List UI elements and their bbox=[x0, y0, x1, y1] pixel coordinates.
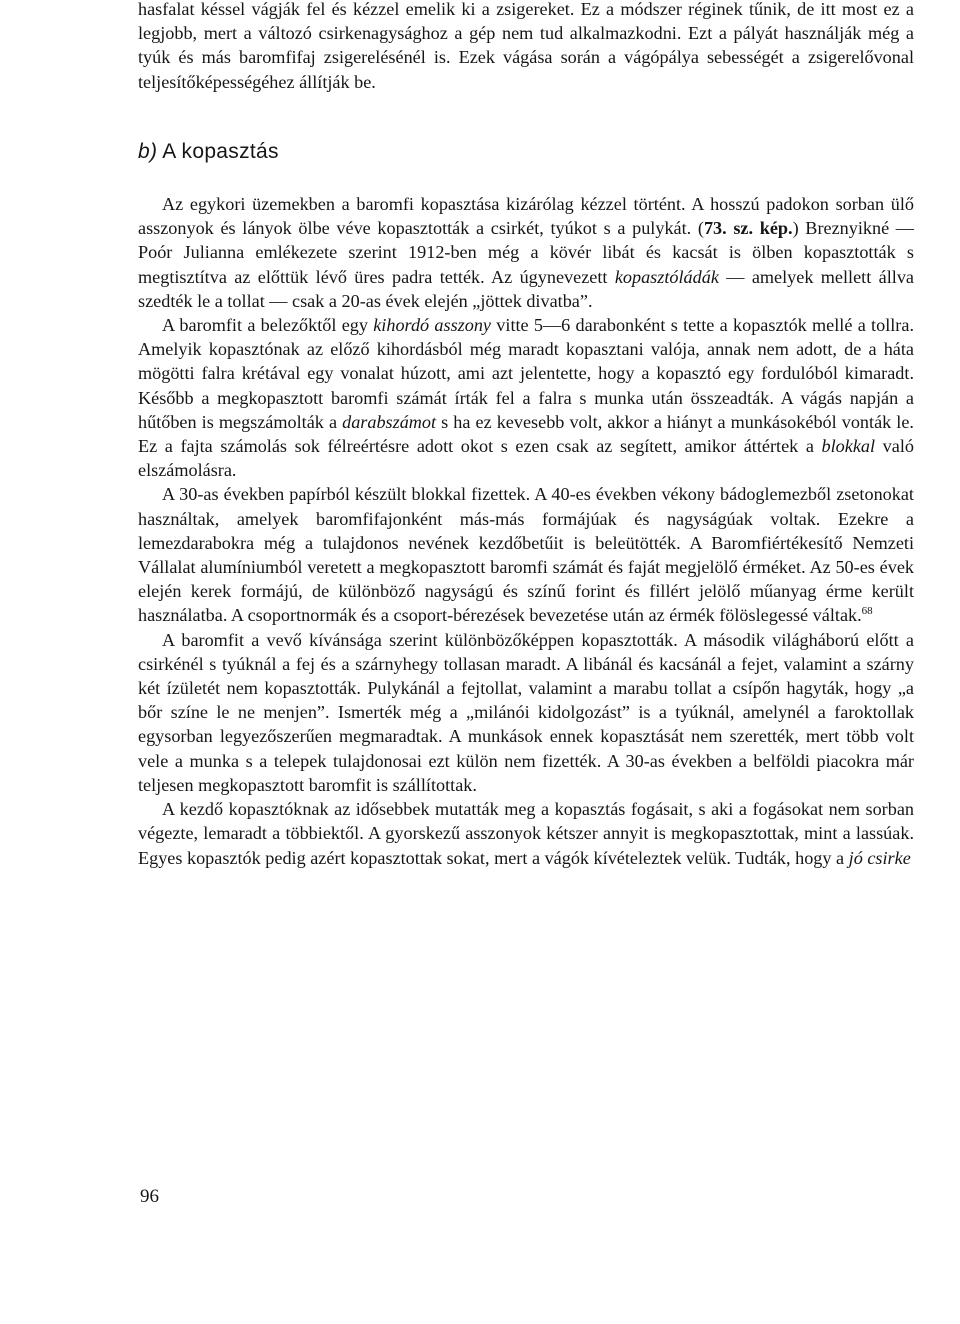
term-darabszamot: darabszámot bbox=[342, 411, 437, 432]
section-title: A kopasztás bbox=[162, 139, 279, 163]
paragraph-1: Az egykori üzemekben a baromfi kopasztása kizárólag kézzel történt. A hosszú padokon sorban ülő asszonyok és lányok ölbe véve kopasztották a csirkét, tyúkot s a pulykát. (73. sz. kép.) Breznyikné — Poór Julianna emlékezete szerint 1912-ben még a kövér libát és kacsát is ölben kopasztották s megtisztítva az előttük lévő üres padra tették. Az úgynevezett kopasztóládák — amelyek mellett állva szedték le a tollat — csak a 20-as évek elején „jöttek divatba”. bbox=[138, 194, 914, 311]
section-heading bbox=[138, 140, 914, 164]
paragraph-2: A baromfit a belezőktől egy kihordó asszony vitte 5—6 darabonként s tette a kopasztók mellé a tollra. Amelyik kopasztónak az előző kihordásból még maradt kopasztani valója, annak nem adott, de a háta mögötti falra krétával egy vonalat húzott, ami azt jelentette, hogy a kopasztó egy fordulóból kimaradt. Később a megkopasztott baromfi számát írták fel a falra s munka után összeadták. A vágás napján a hűtőben is megszámolták a darabszámot s ha ez kevesebb volt, akkor a hiányt a munkásokéból vonták le. Ez a fajta számolás sok félreértésre adott okot s ezen csak az segített, amikor áttértek a blokkal való elszámolásra. bbox=[138, 315, 914, 481]
term-jo-csirke: jó csirke bbox=[848, 847, 911, 868]
page-text bbox=[138, 0, 914, 870]
footnote-ref: 68 bbox=[861, 605, 873, 618]
image-reference: 73. sz. kép. bbox=[703, 218, 793, 239]
page-number: 96 bbox=[140, 1186, 159, 1207]
paragraph-5: A kezdő kopasztóknak az idősebbek mutatták meg a kopasztás fogásait, s aki a fogásokat nem sorban végezte, lemaradt a többiektől. A gyorskezű asszonyok kétszer annyit is megkopasztottak, mint a lassúak. Egyes kopasztók pedig azért kopasztottak sokat, mert a vágók kívételeztek velük. Tudták, hogy a jó csirke bbox=[138, 799, 914, 868]
intro-paragraph: hasfalat késsel vágják fel és kézzel emelik ki a zsigereket. Ez a módszer réginek tűnik, de itt most ez a legjobb, mert a változó csirkenagysághoz a gép nem tud alkalmazkodni. Ezt a pályát használják még a tyúk és más baromfifaj zsigerelésénél is. Ezek vágása során a vágópálya sebességét a zsigerelővonal teljesítőképességéhez állítják be. bbox=[138, 0, 914, 92]
term-kihordo-asszony: kihordó asszony bbox=[373, 315, 492, 336]
paragraph-3: A 30-as években papírból készült blokkal fizettek. A 40-es években vékony bádoglemezből zsetonokat használtak, amelyek baromfifajonként más-más formájúak és nagyságúak voltak. Ezekre a lemezdarabokra még a tulajdonos nevének kezdőbetűit is beleütötték. A Baromfiértékesítő Nemzeti Vállalat alumíniumból veretett a megkopasztott baromfi számát és faját megjelölő érméket. Az 50-es évek elején kerek formájú, de különböző nagyságú és színű forint és fillért jelölő műanyag érme került használatba. A csoportnormák és a csoport-bérezések bevezetése után az érmék fölöslegessé váltak.$^{68}$ bbox=[138, 484, 914, 626]
term-blokkal: blokkal bbox=[821, 436, 876, 457]
term-kopasztoladak: kopasztóládák bbox=[614, 266, 719, 287]
paragraph-4: A baromfit a vevő kívánsága szerint különbözőképpen kopasztották. A második világháború előtt a csirkénél s tyúknál a fej és a szárnyhegy tollasan maradt. A libánál és kacsánál a fejet, valamint a szárny két ízületét nem kopasztották. Pulykánál a fejtollat, valamint a marabu tollat a csípőn hagyták, hogy „a bőr színe le ne menjen”. Ismerték még a „milánói kidolgozást” is a tyúknál, amelynél a faroktollak egysorban legyezőszerűen megmaradtak. A munkások ennek kopasztását nem szerették, mert több volt vele a munka s a telepek tulajdonosai ezt külön nem fizették. A 30-as években a belföldi piacokra már teljesen megkopasztott baromfit is szállítottak. bbox=[138, 629, 914, 795]
section-letter: b) bbox=[138, 139, 158, 163]
